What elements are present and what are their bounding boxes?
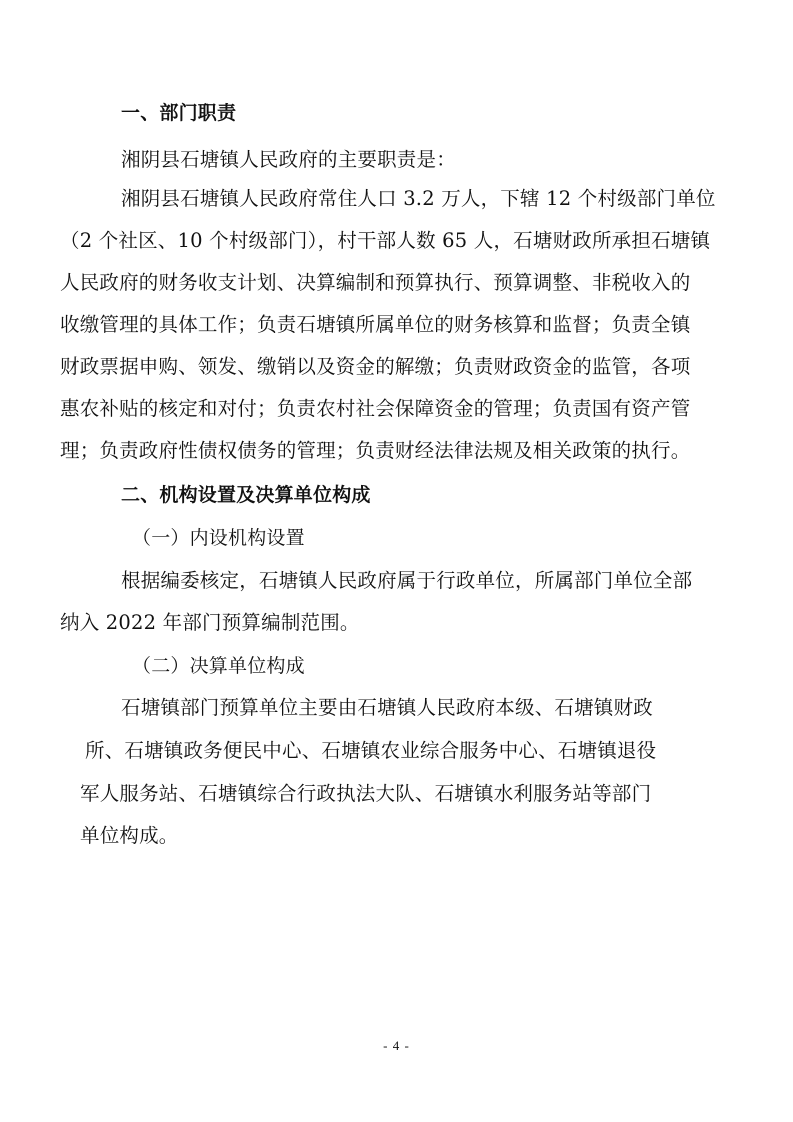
paragraph-line: 财政票据申购、领发、缴销以及资金的解缴；负责财政资金的监管，各项 [60,355,691,378]
paragraph-line: 人民政府的财务收支计划、决算编制和预算执行、预算调整、非税收入的 [60,271,691,294]
paragraph-line: 根据编委核定，石塘镇人民政府属于行政单位，所属部门单位全部 [121,569,693,592]
paragraph-line: 军人服务站、石塘镇综合行政执法大队、石塘镇水利服务站等部门 [80,782,652,805]
section-1-heading: 一、部门职责 [121,102,237,124]
section-1-intro: 湘阴县石塘镇人民政府的主要职责是： [121,148,456,171]
subsection-2-title: （二）决算单位构成 [132,655,305,677]
paragraph-line: 惠农补贴的核定和对付；负责农村社会保障资金的管理；负责国有资产管 [60,397,691,420]
subsection-1-title: （一）内设机构设置 [132,527,305,549]
section-2-heading: 二、机构设置及决算单位构成 [121,484,371,506]
paragraph-line: 湘阴县石塘镇人民政府常住人口 3.2 万人，下辖 12 个村级部门单位 [121,187,716,210]
paragraph-line: （2 个社区、10 个村级部门），村干部人数 65 人，石塘财政所承担石塘镇 [60,229,711,252]
paragraph-line: 理；负责政府性债权债务的管理；负责财经法律法规及相关政策的执行。 [60,439,691,462]
paragraph-line: 所、石塘镇政务便民中心、石塘镇农业综合服务中心、石塘镇退役 [85,739,657,762]
paragraph-line: 单位构成。 [80,824,179,847]
paragraph-line: 石塘镇部门预算单位主要由石塘镇人民政府本级、石塘镇财政 [121,696,653,719]
paragraph-line: 纳入 2022 年部门预算编制范围。 [60,611,360,634]
page-number: - 4 - [383,1038,410,1053]
paragraph-line: 收缴管理的具体工作；负责石塘镇所属单位的财务核算和监督；负责全镇 [60,313,691,336]
